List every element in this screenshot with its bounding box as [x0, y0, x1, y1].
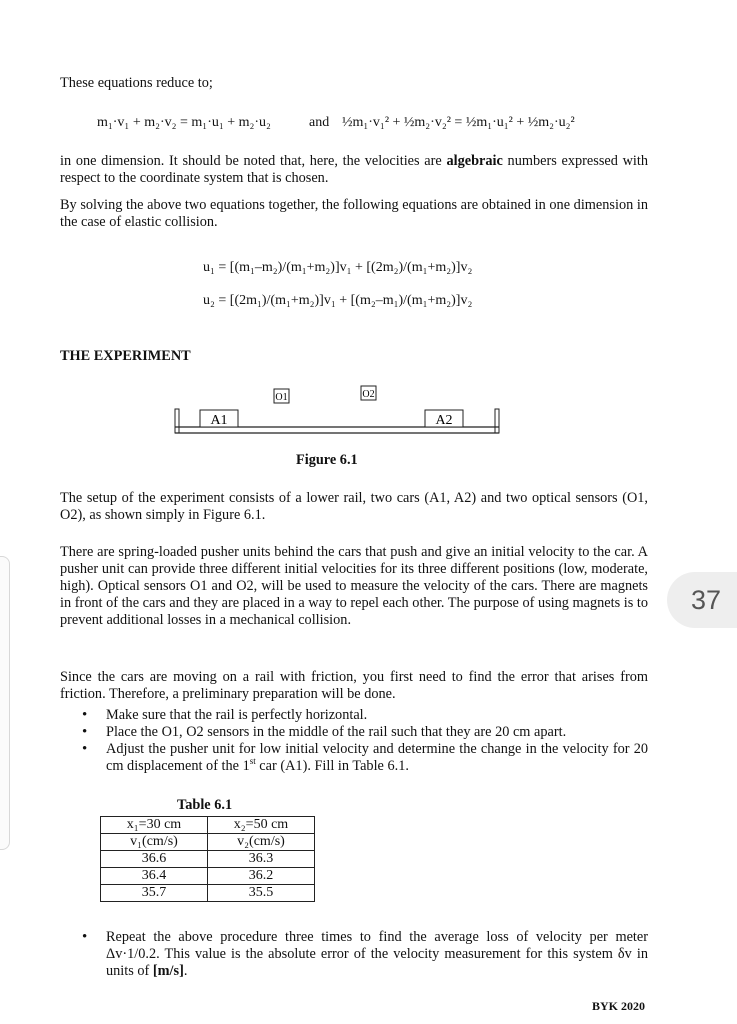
instruction-list — [60, 707, 648, 775]
table-row — [101, 885, 315, 902]
table-cell: 35.5 — [208, 885, 315, 902]
table-cell: 36.2 — [208, 868, 315, 885]
table-header-cell: x₂=50 cm — [208, 817, 315, 834]
paragraph-solving: By solving the above two equations together, the following equations are obtained in one dimension in the case of elastic collision. — [60, 197, 648, 230]
car-a2-label: A2 — [435, 413, 453, 428]
paragraph-algebraic-end: numbers expressed with respect to the coordinate system that is chosen. — [60, 153, 649, 186]
right-end-stop — [495, 409, 499, 433]
list-item-text: Adjust the pusher unit for low initial velocity and determine the change in the velocity for 20 cm displacement of the 1 — [106, 741, 648, 774]
page-number: 37 — [690, 585, 722, 615]
table-cell: 36.3 — [208, 851, 315, 868]
ordinal-superscript: st — [249, 756, 256, 767]
list-item-text: . — [183, 963, 188, 979]
left-end-stop — [175, 409, 179, 433]
figure-caption: Figure 6.1 — [296, 452, 358, 468]
and-word: and — [309, 115, 330, 130]
intro-text: These equations reduce to; — [60, 75, 213, 91]
paragraph-algebraic-start: in one dimension. It should be noted that, here, the velocities are — [60, 153, 447, 169]
table-header-cell: v₁(cm/s) — [101, 834, 208, 851]
list-item — [60, 929, 648, 980]
table-title: Table 6.1 — [177, 797, 233, 813]
table-cell: 36.6 — [101, 851, 208, 868]
car-a1-label: A1 — [210, 413, 228, 428]
viewer-left-edge — [0, 556, 10, 850]
units-bold: [m/s] — [152, 963, 184, 979]
u1-equation: u₁ = [(m₁–m₂)/(m₁+m₂)]v₁ + [(2m₂)/(m₁+m₂)]v₂ — [203, 260, 473, 275]
table-header-cell: x₁=30 cm — [101, 817, 208, 834]
list-item-text: Repeat the above procedure three times to find the average loss of velocity per meter Δv·1/0.2. This value is the absolute error of the velocity measurement for this system δv in units of — [106, 929, 648, 979]
algebraic-bold: algebraic — [446, 153, 503, 169]
paragraph-friction: Since the cars are moving on a rail with friction, you first need to find the error that arises from friction. Therefore, a preliminary preparation will be done. — [60, 669, 648, 702]
list-item-text: car (A1). Fill in Table 6.1. — [255, 758, 409, 774]
footer-label: BYK 2020 — [592, 999, 646, 1013]
u2-equation: u₂ = [(2m₁)/(m₁+m₂)]v₁ + [(m₂–m₁)/(m₁+m₂)]v₂ — [203, 293, 473, 308]
table-header-row — [101, 817, 315, 834]
instruction-list-continued — [60, 929, 648, 980]
paragraph-algebraic — [60, 153, 648, 187]
list-item — [60, 741, 648, 775]
table-cell: 35.7 — [101, 885, 208, 902]
paragraph-pusher: There are spring-loaded pusher units behind the cars that push and give an initial velocity to the car. A pusher unit can provide three different initial velocities for its three different positions (low, moderate, high). Optical sensors O1 and O2, will be used to measure the velocity of the cars. There are magnets in front of the cars and they are placed in a way to repel each other. The purpose of using magnets is to prevent additional losses in a mechanical collision. — [60, 544, 648, 628]
table-header-row — [101, 834, 315, 851]
paragraph-setup: The setup of the experiment consists of a lower rail, two cars (A1, A2) and two optical sensors (O1, O2), as shown simply in Figure 6.1. — [60, 490, 648, 523]
table-cell: 36.4 — [101, 868, 208, 885]
momentum-equation: m₁·v₁ + m₂·v₂ = m₁·u₁ + m₂·u₂ — [97, 115, 271, 130]
figure-rail-diagram — [170, 383, 510, 443]
section-title: THE EXPERIMENT — [60, 348, 191, 364]
list-item: • Place the O1, O2 sensors in the middle of the rail such that they are 20 cm apart. — [60, 724, 648, 741]
table-6-1 — [100, 816, 315, 902]
table-row — [101, 868, 315, 885]
sensor-o1-label: O1 — [275, 392, 288, 403]
sensor-o2-label: O2 — [362, 389, 375, 400]
table-header-cell: v₂(cm/s) — [208, 834, 315, 851]
table-row — [101, 851, 315, 868]
list-item: • Make sure that the rail is perfectly horizontal. — [60, 707, 648, 724]
energy-equation: ½m₁·v₁² + ½m₂·v₂² = ½m₁·u₁² + ½m₂·u₂² — [342, 115, 575, 130]
